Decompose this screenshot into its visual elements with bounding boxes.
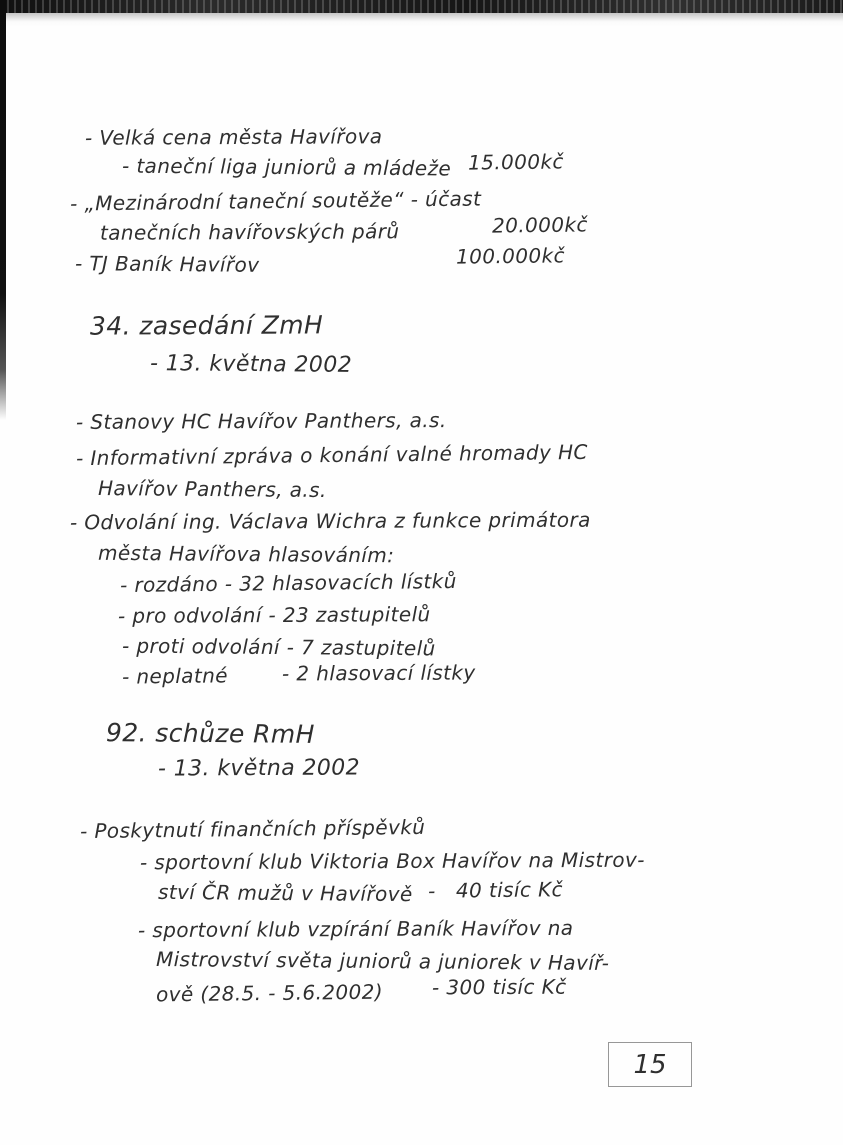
meeting-item-3-line-3: ově (28.5. - 5.6.2002): [155, 979, 384, 1007]
meeting-rmh-heading: 92. schůze RmH: [105, 718, 315, 749]
session-item-3-line-1: - Odvolání ing. Václava Wichra z funkce primátora: [69, 507, 591, 535]
meeting-item-3-line-1: - sportovní klub vzpírání Baník Havířov na: [137, 915, 574, 943]
page-number: 15: [633, 1049, 667, 1080]
vote-result-2: - pro odvolání - 23 zastupitelů: [117, 602, 431, 628]
grant-line-1: - Velká cena města Havířova: [84, 124, 383, 150]
session-zmh-heading: 34. zasedání ZmH: [89, 310, 324, 341]
grant-amount-1: 15.000kč: [467, 149, 564, 175]
scan-artifact-left-edge: [0, 0, 6, 420]
scan-artifact-top-haze: [0, 13, 843, 27]
grant-amount-2: 20.000kč: [491, 212, 588, 238]
vote-result-1: - rozdáno - 32 hlasovacích lístků: [119, 568, 457, 598]
meeting-item-2-amount: - 40 tisíc Kč: [427, 877, 564, 903]
session-zmh-date: - 13. května 2002: [149, 351, 353, 378]
grant-line-4: tanečních havířovských párů: [99, 219, 400, 245]
scan-artifact-top-edge: [0, 0, 843, 13]
page-number-box: [608, 1042, 692, 1087]
meeting-item-2-line-1: - sportovní klub Viktoria Box Havířov na Mistrov-: [139, 847, 645, 875]
session-item-2-line-1: - Informativní zpráva o konání valné hromady HC: [75, 439, 588, 471]
grant-line-3: - „Mezinárodní taneční soutěže“ - účast: [69, 186, 482, 216]
meeting-rmh-date: - 13. května 2002: [157, 755, 361, 782]
session-item-2-line-2: Havířov Panthers, a.s.: [97, 476, 327, 502]
vote-result-4-value: - 2 hlasovací lístky: [281, 660, 476, 686]
grant-line-5: - TJ Baník Havířov: [74, 251, 260, 277]
grant-line-2: - taneční liga juniorů a mládeže: [121, 153, 452, 181]
session-item-3-line-2: města Havířova hlasováním:: [97, 540, 395, 568]
vote-result-4-label: - neplatné: [121, 663, 229, 689]
vote-result-3: - proti odvolání - 7 zastupitelů: [121, 633, 436, 661]
meeting-item-3-amount: - 300 tisíc Kč: [431, 974, 567, 1000]
meeting-item-3-line-2: Mistrovství světa juniorů a juniorek v Havíř-: [155, 947, 610, 975]
session-item-1: - Stanovy HC Havířov Panthers, a.s.: [75, 408, 447, 434]
meeting-item-1: - Poskytnutí finančních příspěvků: [79, 814, 426, 844]
grant-amount-3: 100.000kč: [455, 243, 566, 269]
meeting-item-2-line-2: ství ČR mužů v Havířově: [157, 879, 413, 907]
